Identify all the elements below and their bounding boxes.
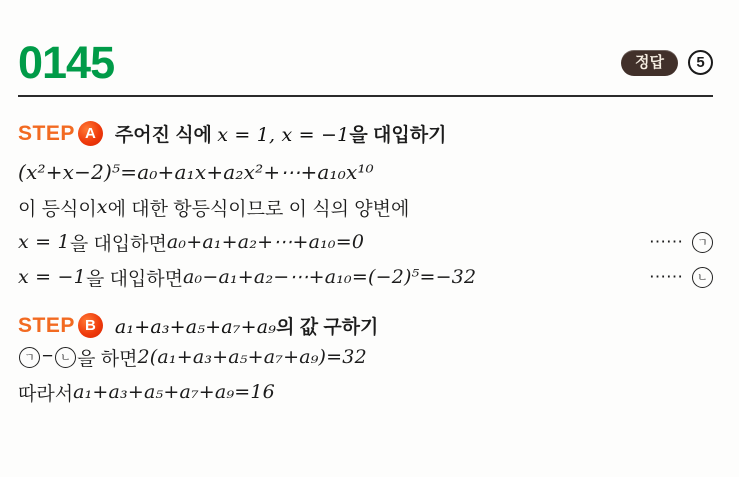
marker-dots-2: ⋯⋯ — [649, 267, 683, 286]
answer-circled-number: 5 — [688, 50, 713, 75]
reference-marker-1 — [649, 232, 713, 253]
step-b-title-kr: 의 값 구하기 — [276, 317, 379, 338]
expansion-equation-line — [18, 155, 713, 189]
problem-number: 0145 — [18, 37, 115, 88]
final-math: a₁+a₃+a₅+a₇+a₉=16 — [73, 381, 275, 403]
circled-giyeok-ref-icon: ㄱ — [19, 347, 40, 368]
step-b-title-math: a₁+a₃+a₅+a₇+a₉ — [114, 316, 277, 338]
final-answer-line — [18, 375, 713, 409]
step-b-badge-icon: B — [78, 313, 103, 338]
step-a-title-math: x = 1, x = −1 — [217, 124, 350, 146]
step-b-title — [115, 312, 379, 339]
answer-area — [621, 50, 713, 76]
calc-math: 2(a₁+a₃+a₅+a₇+a₉)=32 — [137, 346, 367, 368]
step-a-badge-icon: A — [78, 121, 103, 146]
identity-statement-line — [18, 190, 713, 224]
step-b-heading — [18, 312, 713, 339]
minus-sign: − — [42, 346, 54, 367]
identity-kr2: 에 대한 항등식이므로 이 식의 양변에 — [107, 198, 410, 220]
step-a-title — [115, 120, 447, 147]
sub1-kr: 을 대입하면 — [69, 233, 167, 255]
step-a-title-kr1: 주어진 식에 — [114, 125, 218, 146]
step-a-title-kr2: 을 대입하기 — [349, 125, 447, 146]
divider-line — [18, 95, 713, 97]
sub2-kr: 을 대입하면 — [85, 268, 183, 290]
circled-giyeok-icon: ㄱ — [692, 232, 713, 253]
expansion-equation: (x²+x−2)⁵=a₀+a₁x+a₂x²+⋯+a₁₀x¹⁰ — [18, 160, 374, 184]
sub1-math2: a₀+a₁+a₂+⋯+a₁₀=0 — [166, 231, 365, 253]
marker-dots-1: ⋯⋯ — [649, 232, 683, 251]
calculation-line — [18, 340, 713, 374]
step-b-label: STEP — [18, 313, 75, 337]
header — [18, 37, 713, 88]
identity-math: x — [96, 196, 108, 218]
step-a-heading — [18, 120, 713, 147]
answer-badge: 정답 — [621, 50, 678, 76]
identity-kr1: 이 등식이 — [18, 198, 97, 220]
substitution-line-2 — [18, 260, 713, 294]
step-a-label: STEP — [18, 121, 75, 145]
substitution-line-1 — [18, 225, 713, 259]
sub2-math1: x = −1 — [18, 266, 86, 288]
calc-kr: 을 하면 — [77, 348, 138, 370]
reference-marker-2 — [649, 267, 713, 288]
circled-nieun-icon: ㄴ — [692, 267, 713, 288]
final-kr: 따라서 — [18, 383, 74, 405]
circled-nieun-ref-icon: ㄴ — [55, 347, 76, 368]
sub1-math1: x = 1 — [18, 231, 70, 253]
sub2-math2: a₀−a₁+a₂−⋯+a₁₀=(−2)⁵=−32 — [183, 266, 477, 288]
